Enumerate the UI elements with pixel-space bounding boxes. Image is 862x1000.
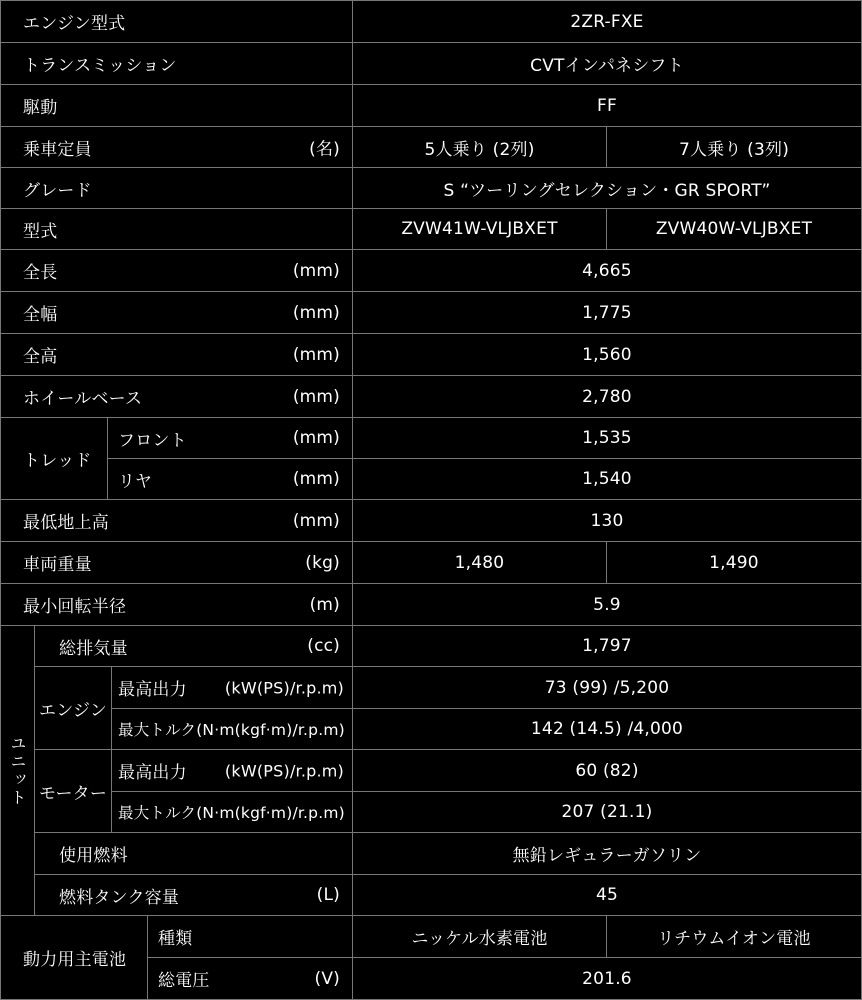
engine-type-label [0, 0, 353, 43]
tread-rear-value: 1,540 [352, 458, 862, 500]
motor-group-label: モーター [34, 749, 112, 833]
displacement-value: 1,797 [352, 625, 862, 667]
battery-kind-value-b: リチウムイオン電池 [606, 915, 862, 958]
motor-max-torque-value: 207 (21.1) [352, 791, 862, 833]
model-value-a: ZVW41W-VLJBXET [352, 208, 607, 250]
width-unit: (mm) [292, 302, 340, 323]
tread-rear-text: リヤ [118, 471, 153, 492]
battery-label: 動力用主電池 [0, 915, 148, 1000]
displacement-label [34, 625, 353, 667]
height-unit: (mm) [292, 344, 340, 365]
tank-text: 燃料タンク容量 [59, 887, 180, 908]
weight-value-b: 1,490 [606, 541, 862, 584]
tread-front-unit: (mm) [292, 428, 340, 448]
tread-rear-label [107, 458, 353, 500]
weight-value-a: 1,480 [352, 541, 607, 584]
battery-voltage-unit: (V) [314, 968, 340, 989]
drive-value: FF [352, 84, 862, 127]
ground-clearance-label [0, 499, 353, 542]
battery-kind-text: 種類 [158, 929, 193, 949]
grade-text: グレード [23, 180, 92, 201]
battery-voltage-value: 201.6 [352, 957, 862, 1000]
tread-rear-unit: (mm) [292, 469, 340, 489]
wheelbase-label [0, 375, 353, 418]
weight-text: 車両重量 [23, 555, 92, 575]
tank-label [34, 874, 353, 916]
capacity-value-b: 7人乗り (3列) [606, 126, 862, 168]
wheelbase-value: 2,780 [352, 375, 862, 418]
wheelbase-text: ホイールベース [23, 389, 143, 409]
turning-radius-value: 5.9 [352, 583, 862, 626]
tank-unit: (L) [316, 885, 340, 905]
drive-text: 駆動 [23, 98, 58, 118]
length-label [0, 249, 353, 292]
turning-radius-unit: (m) [309, 594, 340, 615]
unit-label: ユニット [0, 625, 35, 916]
transmission-value: CVTインパネシフト [352, 42, 862, 85]
model-text: 型式 [23, 221, 58, 242]
tread-front-label [107, 417, 353, 459]
length-value: 4,665 [352, 249, 862, 292]
engine-max-output-value: 73 (99) /5,200 [352, 666, 862, 709]
height-label [0, 333, 353, 376]
wheelbase-unit: (mm) [292, 386, 340, 407]
engine-max-torque-value: 142 (14.5) /4,000 [352, 708, 862, 750]
engine-max-torque-label: 最大トルク(N·m(kgf·m)/r.p.m) [111, 708, 353, 750]
fuel-value: 無鉛レギュラーガソリン [352, 832, 862, 875]
length-unit: (mm) [292, 260, 340, 281]
width-value: 1,775 [352, 291, 862, 334]
capacity-unit: (名) [309, 139, 340, 160]
battery-kind-value-a: ニッケル水素電池 [352, 915, 607, 958]
model-value-b: ZVW40W-VLJBXET [606, 208, 862, 250]
turning-radius-label [0, 583, 353, 626]
displacement-text: 総排気量 [59, 638, 128, 659]
grade-label [0, 167, 353, 209]
battery-voltage-label [147, 957, 353, 1000]
grade-value: S “ツーリングセレクション・GR SPORT” [352, 167, 862, 209]
engine-max-output-text: 最高出力 [118, 680, 187, 700]
height-value: 1,560 [352, 333, 862, 376]
motor-max-output-label [111, 749, 353, 792]
tread-label: トレッド [0, 417, 108, 500]
model-label [0, 208, 353, 250]
engine-type-text: エンジン型式 [23, 14, 126, 34]
displacement-unit: (cc) [307, 636, 340, 656]
capacity-value-a: 5人乗り (2列) [352, 126, 607, 168]
fuel-label [34, 832, 353, 875]
engine-type-value: 2ZR-FXE [352, 0, 862, 43]
tank-value: 45 [352, 874, 862, 916]
ground-clearance-text: 最低地上高 [23, 513, 109, 533]
motor-max-torque-label: 最大トルク(N·m(kgf·m)/r.p.m) [111, 791, 353, 833]
motor-max-output-value: 60 (82) [352, 749, 862, 792]
capacity-text: 乗車定員 [23, 139, 92, 160]
engine-group-label: エンジン [34, 666, 112, 750]
ground-clearance-unit: (mm) [292, 510, 340, 531]
ground-clearance-value: 130 [352, 499, 862, 542]
battery-voltage-text: 総電圧 [158, 971, 210, 991]
fuel-text: 使用燃料 [59, 846, 128, 866]
motor-max-output-text: 最高出力 [118, 763, 187, 783]
motor-max-output-unit: (kW(PS)/r.p.m) [224, 761, 344, 780]
height-text: 全高 [23, 347, 58, 367]
engine-max-output-label [111, 666, 353, 709]
length-text: 全長 [23, 263, 58, 283]
engine-max-output-unit: (kW(PS)/r.p.m) [224, 678, 344, 697]
tread-front-value: 1,535 [352, 417, 862, 459]
turning-radius-text: 最小回転半径 [23, 597, 127, 617]
transmission-text: トランスミッション [23, 56, 177, 76]
capacity-label [0, 126, 353, 168]
weight-unit: (kg) [305, 552, 340, 573]
battery-kind-label [147, 915, 353, 958]
tread-front-text: フロント [118, 430, 187, 451]
width-label [0, 291, 353, 334]
transmission-label [0, 42, 353, 85]
drive-label [0, 84, 353, 127]
weight-label [0, 541, 353, 584]
width-text: 全幅 [23, 305, 58, 325]
